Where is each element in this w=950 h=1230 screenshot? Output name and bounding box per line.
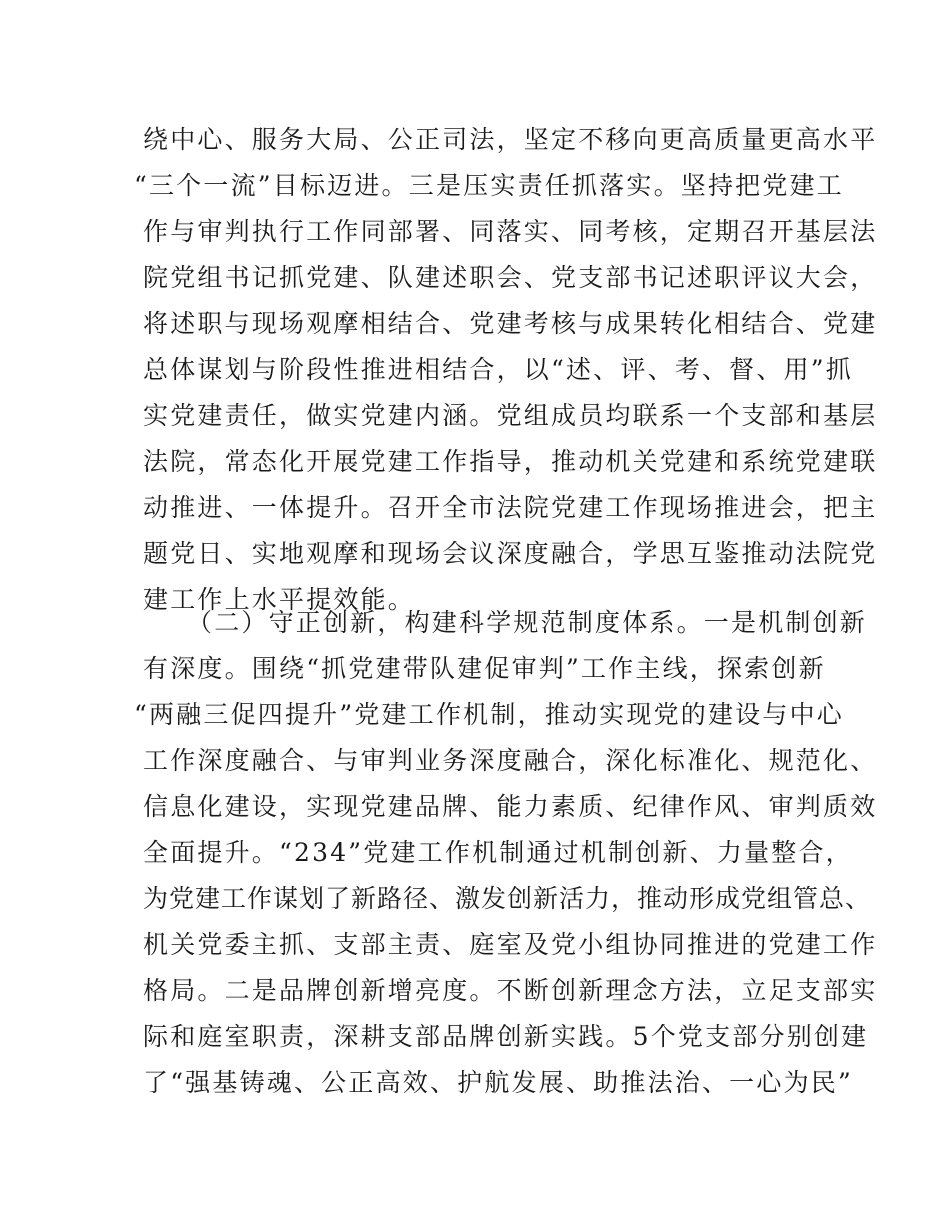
text-line: 院党组书记抓党建、队建述职会、党支部书记述职评议大会， xyxy=(143,263,878,292)
text-line: “三个一流”目标迈进。三是压实责任抓落实。坚持把党建工 xyxy=(134,171,844,200)
text-line: 动推进、一体提升。召开全市法院党建工作现场推进会，把主 xyxy=(143,493,878,522)
text-line: 格局。二是品牌创新增亮度。不断创新理念方法，立足支部实 xyxy=(143,976,878,1005)
text-line: 全面提升。“234”党建工作机制通过机制创新、力量整合， xyxy=(143,838,853,867)
paragraph-2 xyxy=(134,600,878,1106)
text-line: 总体谋划与阶段性推进相结合，以“述、评、考、督、用”抓 xyxy=(143,355,853,384)
text-line: （二）守正创新，构建科学规范制度体系。一是机制创新 xyxy=(187,608,868,637)
text-line: 际和庭室职责，深耕支部品牌创新实践。5个党支部分别创建 xyxy=(143,1022,869,1051)
text-line: 绕中心、服务大局、公正司法，坚定不移向更高质量更高水平 xyxy=(143,125,878,154)
text-line: 实党建责任，做实党建内涵。党组成员均联系一个支部和基层 xyxy=(143,401,878,430)
text-line: 题党日、实地观摩和现场会议深度融合，学思互鉴推动法院党 xyxy=(143,539,878,568)
text-line: 了“强基铸魂、公正高效、护航发展、助推法治、一心为民” xyxy=(143,1068,853,1097)
text-line: 有深度。围绕“抓党建带队建促审判”工作主线，探索创新 xyxy=(143,654,826,683)
text-line: 信息化建设，实现党建品牌、能力素质、纪律作风、审判质效 xyxy=(143,792,878,821)
text-line: 将述职与现场观摩相结合、党建考核与成果转化相结合、党建 xyxy=(143,309,878,338)
text-line: 为党建工作谋划了新路径、激发创新活力，推动形成党组管总、 xyxy=(143,884,872,913)
text-line: 建工作上水平提效能。 xyxy=(143,585,416,614)
text-line: 工作深度融合、与审判业务深度融合，深化标准化、规范化、 xyxy=(143,746,878,775)
text-line: 法院，常态化开展党建工作指导，推动机关党建和系统党建联 xyxy=(143,447,878,476)
text-line: 机关党委主抓、支部主责、庭室及党小组协同推进的党建工作 xyxy=(143,930,878,959)
text-line: “两融三促四提升”党建工作机制，推动实现党的建设与中心 xyxy=(134,700,844,729)
text-line: 作与审判执行工作同部署、同落实、同考核，定期召开基层法 xyxy=(143,217,878,246)
